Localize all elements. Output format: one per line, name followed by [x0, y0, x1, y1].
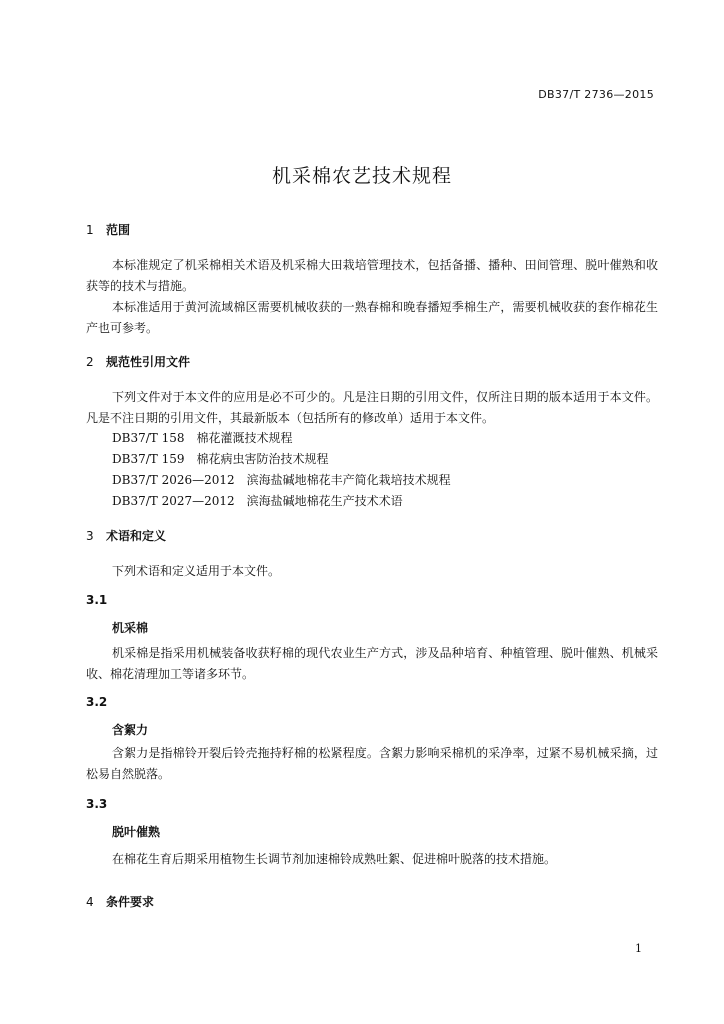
reference-item: DB37/T 2026—2012 滨海盐碱地棉花丰产简化栽培技术规程: [112, 473, 451, 487]
term-name: 脱叶催熟: [112, 825, 161, 839]
term-name: 含絮力: [112, 723, 149, 737]
section-number: 2: [86, 355, 94, 369]
paragraph: 本标准规定了机采棉相关术语及机采棉大田栽培管理技术，包括备播、播种、田间管理、脱叶催熟和收获等的技术与措施。: [86, 258, 658, 293]
term-definition: 含絮力是指棉铃开裂后铃壳拖持籽棉的松紧程度。含絮力影响采棉机的采净率，过紧不易机械采摘，过松易自然脱落。: [86, 746, 658, 781]
section-title: 范围: [106, 223, 131, 237]
standard-code: DB37/T 2736—2015: [538, 88, 654, 101]
term-name: 机采棉: [112, 621, 149, 635]
section-number: 4: [86, 895, 94, 909]
paragraph: 下列文件对于本文件的应用是必不可少的。凡是注日期的引用文件，仅所注日期的版本适用于本文件。凡是不注日期的引用文件，其最新版本（包括所有的修改单）适用于本文件。: [86, 390, 658, 425]
section-title: 规范性引用文件: [106, 355, 191, 369]
section-number: 3: [86, 529, 94, 543]
document-title: 机采棉农艺技术规程: [271, 165, 452, 187]
subsection-number: 3.2: [86, 695, 108, 709]
section-number: 1: [86, 223, 94, 237]
paragraph: 下列术语和定义适用于本文件。: [112, 564, 281, 578]
section-3-heading: [86, 527, 166, 544]
paragraph: 本标准适用于黄河流域棉区需要机械收获的一熟春棉和晚春播短季棉生产，需要机械收获的套作棉花生产也可参考。: [86, 300, 658, 335]
term-definition: 机采棉是指采用机械装备收获籽棉的现代农业生产方式，涉及品种培育、种植管理、脱叶催熟、机械采收、棉花清理加工等诸多环节。: [86, 646, 658, 681]
page-number: 1: [635, 942, 642, 955]
reference-item: DB37/T 159 棉花病虫害防治技术规程: [112, 452, 329, 466]
subsection-number: 3.1: [86, 593, 108, 607]
reference-item: DB37/T 158 棉花灌溉技术规程: [112, 431, 293, 445]
section-title: 术语和定义: [106, 529, 167, 543]
term-definition: 在棉花生育后期采用植物生长调节剂加速棉铃成熟吐絮、促进棉叶脱落的技术措施。: [112, 852, 557, 866]
section-1-heading: [86, 221, 130, 238]
reference-item: DB37/T 2027—2012 滨海盐碱地棉花生产技术术语: [112, 494, 403, 508]
subsection-number: 3.3: [86, 797, 108, 811]
section-2-heading: [86, 353, 190, 370]
section-4-heading: [86, 893, 154, 910]
section-title: 条件要求: [106, 895, 155, 909]
